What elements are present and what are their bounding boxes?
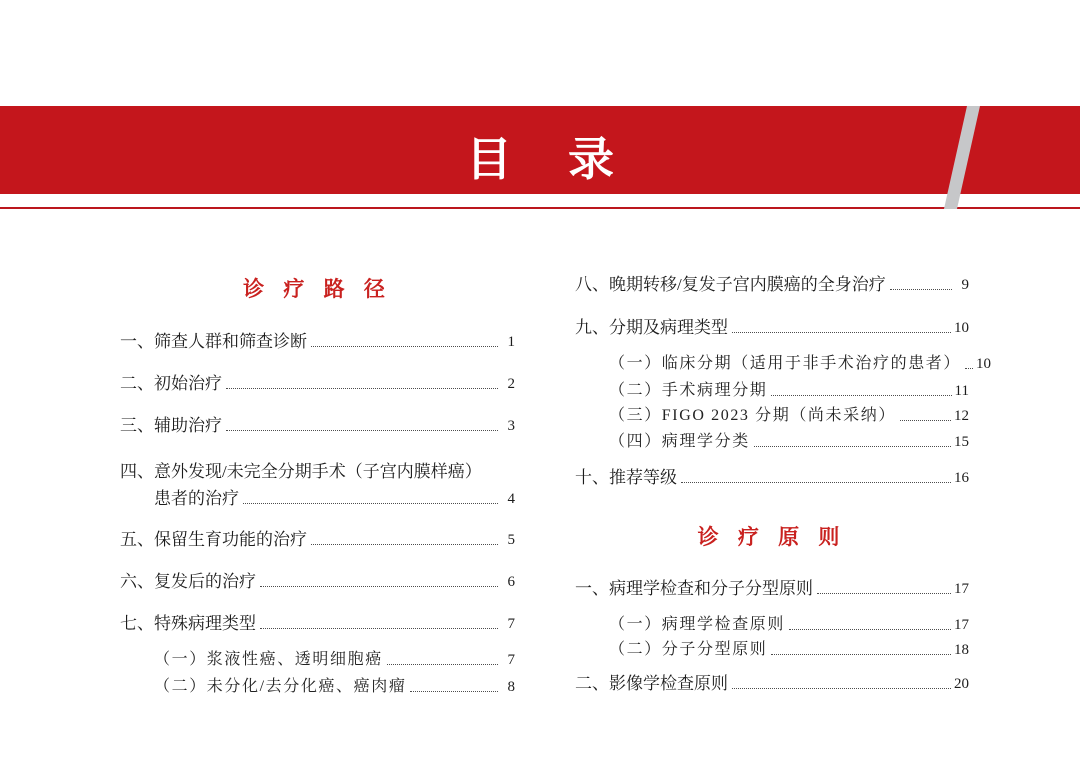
section-header-clinical-pathway: 诊 疗 路 径 xyxy=(243,277,392,301)
toc-entry[interactable] xyxy=(120,646,515,672)
leader-dots xyxy=(226,430,498,431)
leader-dots xyxy=(890,289,952,290)
toc-entry-label: （三）FIGO 2023 分期（尚未采纳） xyxy=(609,407,896,424)
leader-dots xyxy=(243,503,498,504)
toc-entry[interactable] xyxy=(575,464,969,490)
toc-entry[interactable] xyxy=(575,670,969,696)
page-number: 3 xyxy=(507,418,515,434)
page-number: 18 xyxy=(954,642,969,658)
toc-entry[interactable] xyxy=(575,402,969,428)
toc-entry[interactable] xyxy=(575,350,992,376)
toc-right-column xyxy=(575,0,992,768)
toc-entry-label: 二、影像学检查原则 xyxy=(575,674,728,693)
toc-entry[interactable] xyxy=(120,610,515,636)
toc-entry[interactable] xyxy=(120,412,515,438)
page-number: 9 xyxy=(961,277,969,293)
toc-entry-label: 四、意外发现/未完全分期手术（子宫内膜样癌） xyxy=(120,462,482,481)
leader-dots xyxy=(732,332,951,333)
toc-entry[interactable] xyxy=(120,526,515,552)
toc-entry[interactable] xyxy=(575,575,969,601)
toc-entry[interactable] xyxy=(575,611,969,637)
toc-entry-label: 六、复发后的治疗 xyxy=(120,572,256,591)
page-number: 2 xyxy=(507,376,515,392)
leader-dots xyxy=(311,346,498,347)
toc-entry[interactable] xyxy=(120,673,515,699)
toc-entry-label: 二、初始治疗 xyxy=(120,374,222,393)
toc-entry[interactable] xyxy=(120,485,515,511)
toc-entry-label: 八、晚期转移/复发子宫内膜癌的全身治疗 xyxy=(575,275,886,294)
toc-entry[interactable] xyxy=(575,271,969,297)
leader-dots xyxy=(771,395,951,396)
toc-entry-label: （一）浆液性癌、透明细胞癌 xyxy=(154,651,383,668)
leader-dots xyxy=(900,420,951,421)
toc-entry-label: （一）病理学检查原则 xyxy=(609,616,786,633)
leader-dots xyxy=(681,482,951,483)
toc-entry-label: 患者的治疗 xyxy=(154,489,239,508)
page-number: 8 xyxy=(507,679,515,695)
page-number: 17 xyxy=(954,581,969,597)
page-number: 11 xyxy=(954,383,969,399)
page-number: 7 xyxy=(507,616,515,632)
toc-entry[interactable] xyxy=(120,458,515,484)
toc-entry[interactable] xyxy=(120,328,515,354)
page-number: 10 xyxy=(954,320,969,336)
page-number: 15 xyxy=(954,434,969,450)
section-header-principles: 诊 疗 原 则 xyxy=(697,525,847,549)
toc-entry-label: 一、病理学检查和分子分型原则 xyxy=(575,579,813,598)
leader-dots xyxy=(226,388,498,389)
toc-entry-label: （二）未分化/去分化癌、癌肉瘤 xyxy=(154,678,407,695)
page-number: 7 xyxy=(507,652,515,668)
leader-dots xyxy=(260,586,498,587)
toc-entry[interactable] xyxy=(575,377,969,403)
page-title-char-2: 录 xyxy=(568,133,614,185)
page-number: 12 xyxy=(954,408,969,424)
toc-entry-label: 一、筛查人群和筛查诊断 xyxy=(120,332,307,351)
toc-entry[interactable] xyxy=(120,370,515,396)
toc-entry-label: 九、分期及病理类型 xyxy=(575,318,728,337)
page-number: 5 xyxy=(507,532,515,548)
toc-entry[interactable] xyxy=(120,568,515,594)
page-number: 10 xyxy=(976,356,992,372)
toc-entry-label: （二）分子分型原则 xyxy=(609,641,768,658)
toc-entry-label: 十、推荐等级 xyxy=(575,468,677,487)
leader-dots xyxy=(965,368,973,369)
leader-dots xyxy=(387,664,498,665)
leader-dots xyxy=(410,691,498,692)
toc-entry[interactable] xyxy=(575,636,969,662)
toc-entry[interactable] xyxy=(575,314,969,340)
leader-dots xyxy=(260,628,498,629)
leader-dots xyxy=(789,629,951,630)
page-number: 20 xyxy=(954,676,969,692)
toc-entry-label: 五、保留生育功能的治疗 xyxy=(120,530,307,549)
page-number: 1 xyxy=(507,334,515,350)
page-number: 4 xyxy=(507,491,515,507)
page-number: 6 xyxy=(507,574,515,590)
toc-entry-label: （四）病理学分类 xyxy=(609,433,750,450)
page-number: 16 xyxy=(954,470,969,486)
toc-left-column xyxy=(120,0,515,768)
leader-dots xyxy=(817,593,951,594)
toc-entry[interactable] xyxy=(575,428,969,454)
leader-dots xyxy=(754,446,951,447)
leader-dots xyxy=(771,654,951,655)
toc-entry-label: 三、辅助治疗 xyxy=(120,416,222,435)
toc-entry-label: （一）临床分期（适用于非手术治疗的患者） xyxy=(609,355,962,372)
page-title-char-1: 目 xyxy=(466,133,512,185)
toc-entry-label: 七、特殊病理类型 xyxy=(120,614,256,633)
toc-entry-label: （二）手术病理分期 xyxy=(609,382,768,399)
leader-dots xyxy=(732,688,951,689)
page-number: 17 xyxy=(954,617,969,633)
leader-dots xyxy=(311,544,498,545)
